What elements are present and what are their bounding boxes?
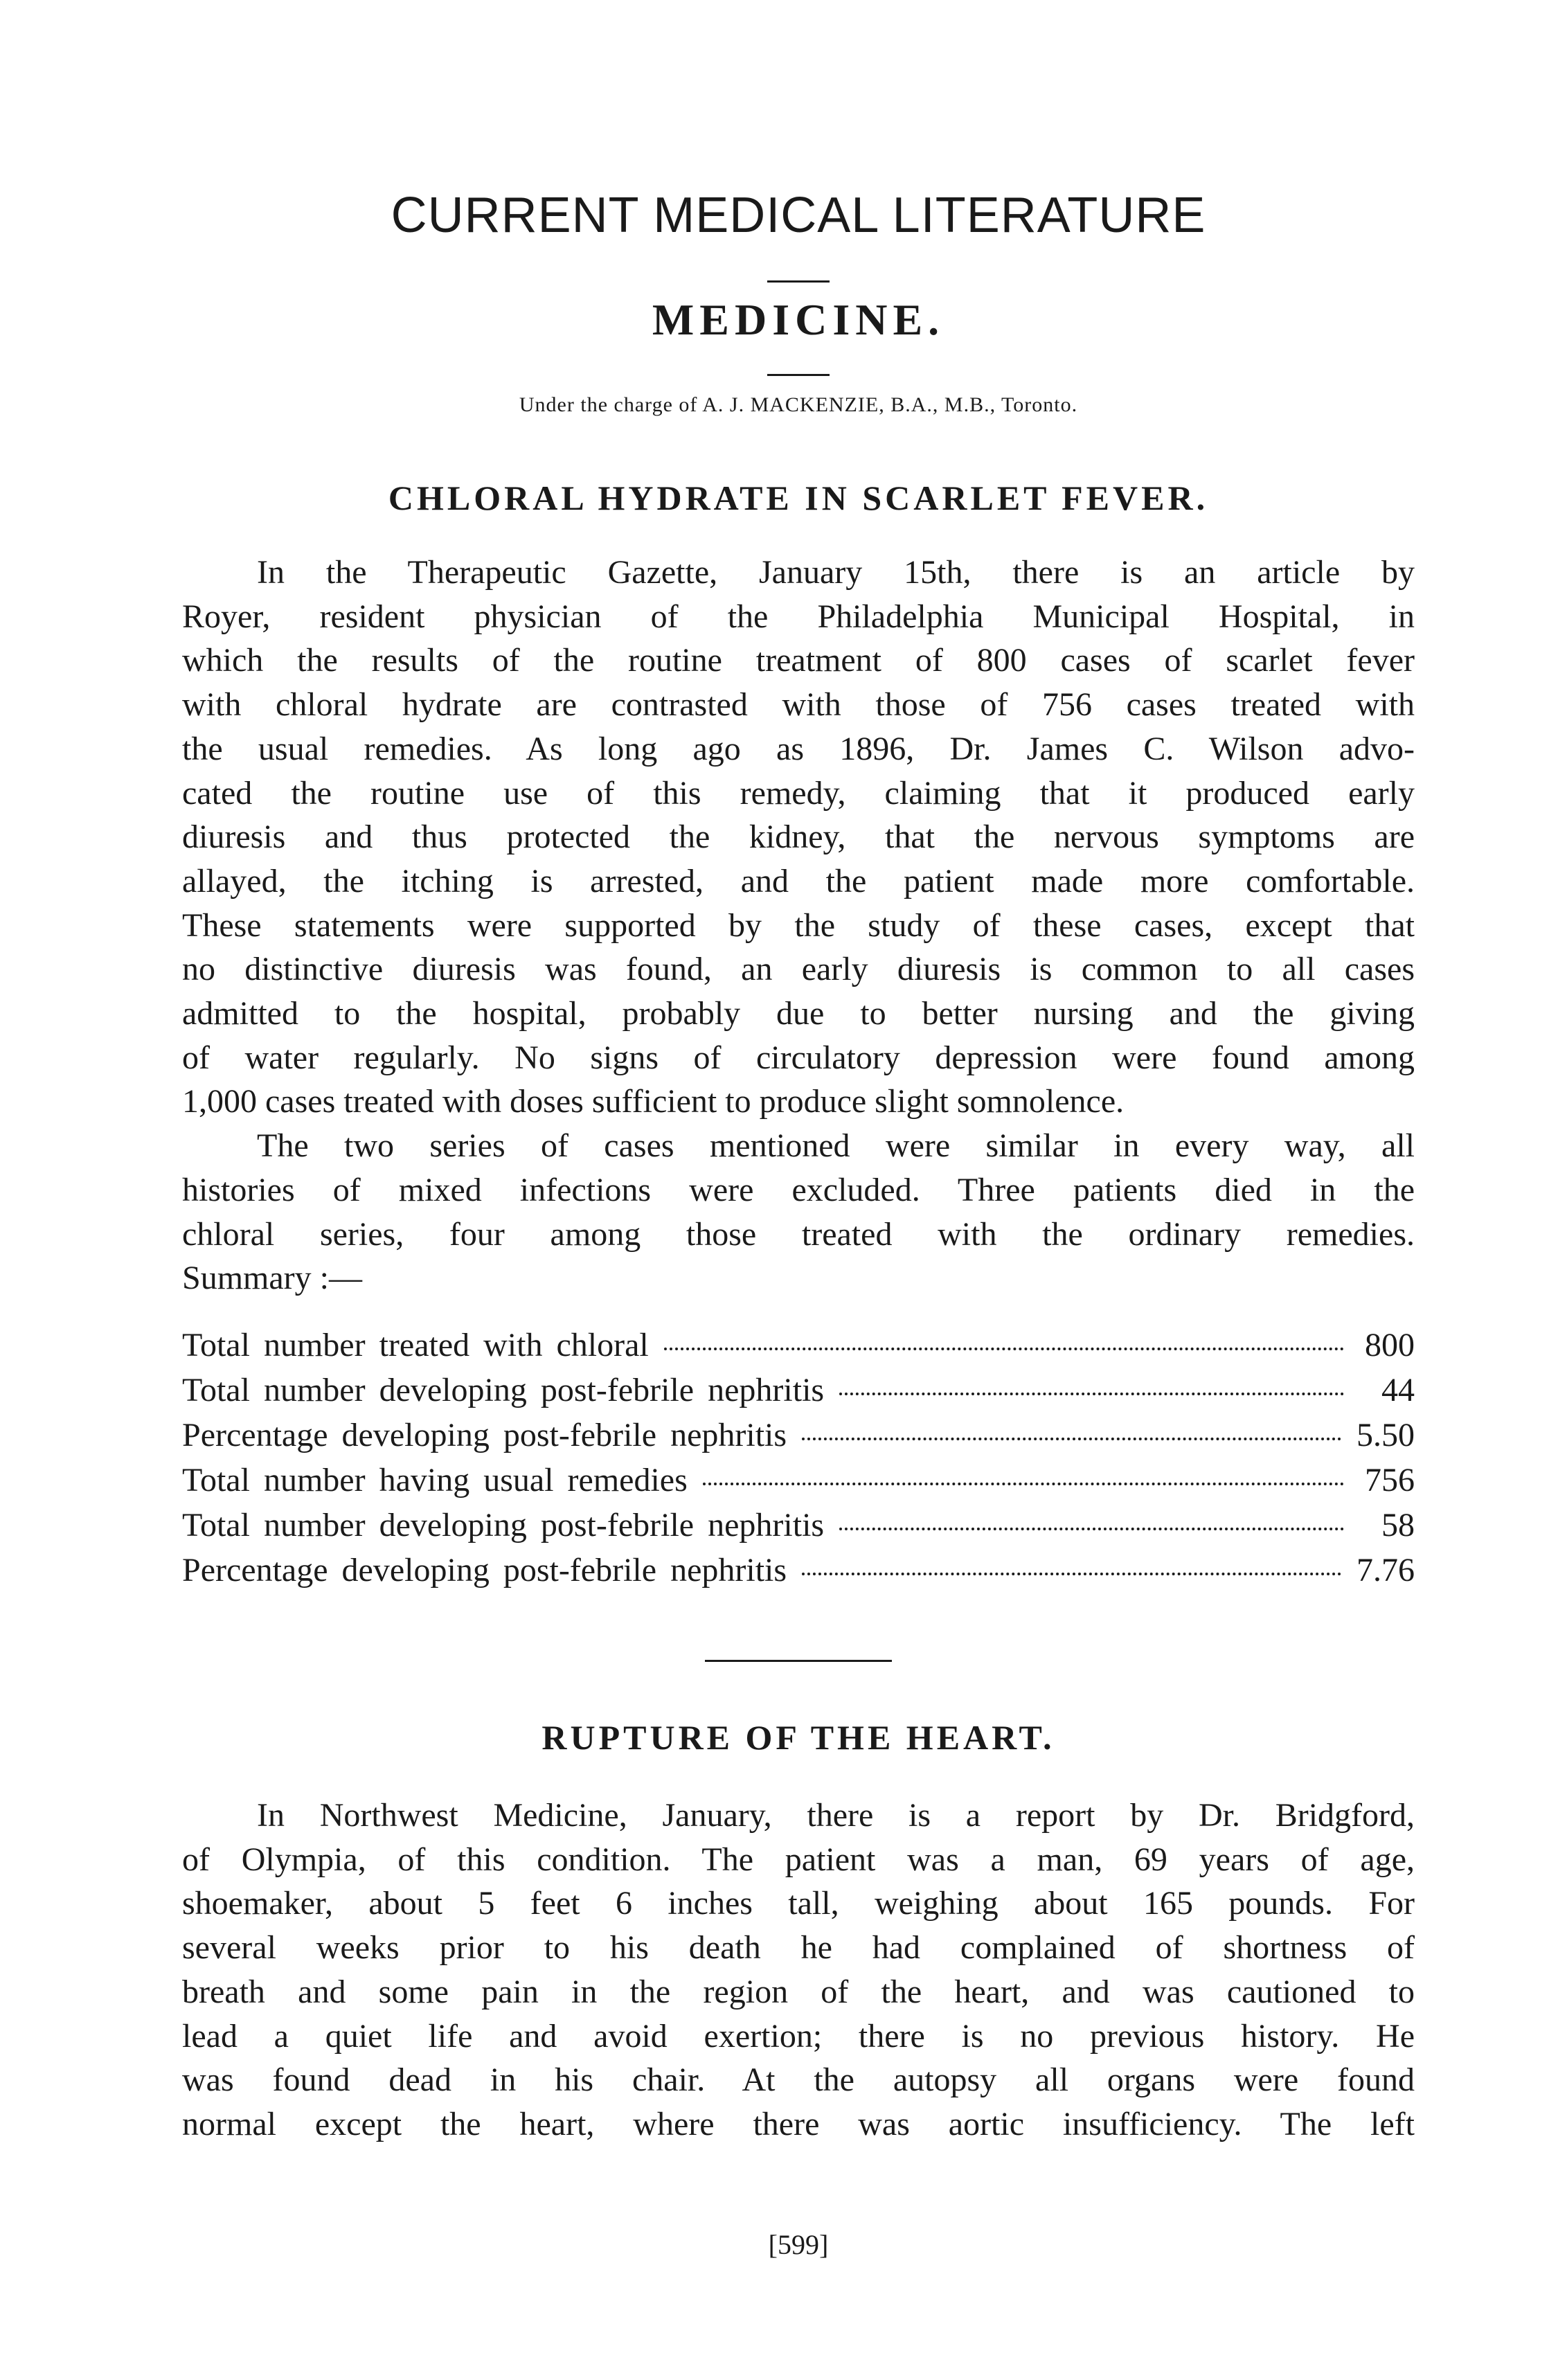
article-title: RUPTURE OF THE HEART. xyxy=(541,1718,1055,1757)
dot-leader xyxy=(703,1483,1344,1485)
text-line: which the results of the routine treatment of 800 cases of scarlet fever xyxy=(182,642,1415,679)
text-line: of water regularly. No signs of circulatory depression were found among xyxy=(182,1039,1415,1076)
text-line: histories of mixed infections were excluded. Three patients died in the xyxy=(182,1171,1415,1208)
summary-label: Percentage developing post-febrile nephritis xyxy=(182,1552,787,1589)
text-line: normal except the heart, where there was aortic insufficiency. The left xyxy=(182,2105,1415,2142)
summary-table xyxy=(182,1323,1415,1593)
text-line: no distinctive diuresis was found, an early diuresis is common to all cases xyxy=(182,951,1415,988)
editor-credit: Under the charge of A. J. MACKENZIE, B.A., M.B., Toronto. xyxy=(519,393,1078,416)
text-line: breath and some pain in the region of the heart, and was cautioned to xyxy=(182,1973,1415,2010)
summary-label: Total number developing post-febrile nephritis xyxy=(182,1372,825,1408)
divider xyxy=(767,280,830,283)
summary-row xyxy=(182,1323,1415,1368)
article-body xyxy=(182,1793,1415,2147)
summary-value: 756 xyxy=(1365,1462,1415,1498)
summary-value: 5.50 xyxy=(1356,1417,1415,1453)
text-line: Royer, resident physician of the Philadelphia Municipal Hospital, in xyxy=(182,598,1415,635)
summary-row xyxy=(182,1413,1415,1458)
text-line: The two series of cases mentioned were similar in every way, all xyxy=(257,1127,1415,1165)
dot-leader xyxy=(802,1573,1341,1575)
text-line: In Northwest Medicine, January, there is a report by Dr. Bridgford, xyxy=(257,1797,1415,1834)
summary-row xyxy=(182,1368,1415,1413)
summary-value: 7.76 xyxy=(1356,1552,1415,1589)
text-line: These statements were supported by the study of these cases, except that xyxy=(182,906,1415,944)
text-line: In the Therapeutic Gazette, January 15th, there is an article by xyxy=(257,554,1415,591)
text-line: lead a quiet life and avoid exertion; there is no previous history. He xyxy=(182,2017,1415,2055)
text-line: of Olympia, of this condition. The patient was a man, 69 years of age, xyxy=(182,1841,1415,1878)
dot-leader xyxy=(839,1393,1344,1395)
summary-row xyxy=(182,1458,1415,1503)
text-line: diuresis and thus protected the kidney, that the nervous symptoms are xyxy=(182,818,1415,856)
text-line: the usual remedies. As long ago as 1896, Dr. James C. Wilson advo- xyxy=(182,730,1415,767)
section-heading: MEDICINE. xyxy=(652,295,945,344)
summary-label: Total number developing post-febrile nephritis xyxy=(182,1507,825,1544)
summary-label: Total number treated with chloral xyxy=(182,1327,649,1363)
text-line: 1,000 cases treated with doses sufficient to produce slight somnolence. xyxy=(182,1083,1125,1120)
text-line: was found dead in his chair. At the autopsy all organs were found xyxy=(182,2061,1415,2099)
text-line: Summary :— xyxy=(182,1260,362,1297)
text-line: allayed, the itching is arrested, and the patient made more comfortable. xyxy=(182,862,1415,900)
dot-leader xyxy=(664,1348,1344,1350)
journal-section-title: CURRENT MEDICAL LITERATURE xyxy=(391,188,1206,243)
summary-row xyxy=(182,1548,1415,1593)
divider xyxy=(767,374,830,376)
page-number: [599] xyxy=(768,2229,829,2260)
article-title: CHLORAL HYDRATE IN SCARLET FEVER. xyxy=(388,478,1209,517)
text-line: chloral series, four among those treated with the ordinary remedies. xyxy=(182,1215,1415,1253)
text-line: admitted to the hospital, probably due to better nursing and the giving xyxy=(182,995,1415,1032)
summary-value: 44 xyxy=(1381,1372,1415,1408)
article-body xyxy=(182,551,1415,1300)
text-line: cated the routine use of this remedy, claiming that it produced early xyxy=(182,774,1415,812)
dot-leader xyxy=(839,1528,1344,1530)
dot-leader xyxy=(802,1438,1341,1440)
summary-row xyxy=(182,1503,1415,1548)
summary-value: 58 xyxy=(1381,1507,1415,1544)
summary-value: 800 xyxy=(1365,1327,1415,1363)
summary-label: Total number having usual remedies xyxy=(182,1462,688,1498)
text-line: several weeks prior to his death he had complained of shortness of xyxy=(182,1929,1415,1967)
summary-label: Percentage developing post-febrile nephritis xyxy=(182,1417,787,1453)
divider xyxy=(705,1660,892,1662)
text-line: shoemaker, about 5 feet 6 inches tall, weighing about 165 pounds. For xyxy=(182,1885,1415,1922)
page xyxy=(182,0,1415,2380)
text-line: with chloral hydrate are contrasted with those of 756 cases treated with xyxy=(182,686,1415,724)
